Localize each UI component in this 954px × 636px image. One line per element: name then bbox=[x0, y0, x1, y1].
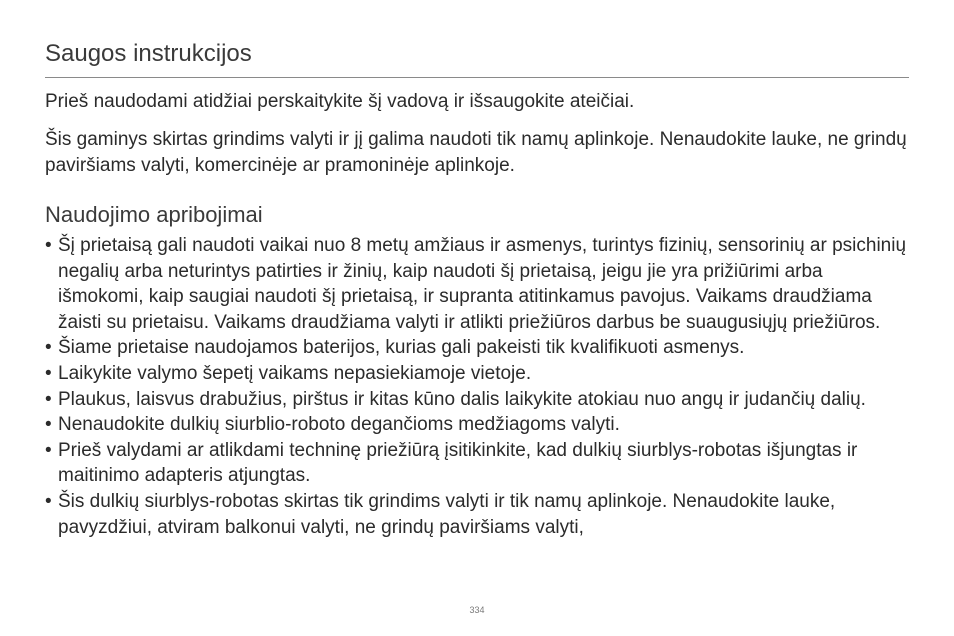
list-item-text: Plaukus, laisvus drabužius, pirštus ir kitas kūno dalis laikykite atokiau nuo angų ir judančių dalių. bbox=[58, 388, 866, 410]
list-item-text: Šis dulkių siurblys-robotas skirtas tik grindims valyti ir tik namų aplinkoje. Nenaudokite lauke, pavyzdžiui, atviram balkonui valyti, ne grindų paviršiams valyti, bbox=[58, 490, 836, 538]
intro-paragraph-2: Šis gaminys skirtas grindims valyti ir jį galima naudoti tik namų aplinkoje. Nenaudokite lauke, ne grindų paviršiams valyti, komercinėje ar pramoninėje aplinkoje. bbox=[45, 129, 907, 176]
list-item bbox=[45, 412, 909, 438]
list-item bbox=[45, 387, 909, 413]
page-number: 334 bbox=[469, 605, 485, 615]
list-item-text: Nenaudokite dulkių siurblio-roboto degančioms medžiagoms valyti. bbox=[58, 414, 620, 436]
list-item bbox=[45, 489, 909, 540]
bullet-icon: • bbox=[45, 362, 52, 384]
list-item-text: Šį prietaisą gali naudoti vaikai nuo 8 metų amžiaus ir asmenys, turintys fizinių, sensorinių ar psichinių negalių arba neturintys patirties ir žinių, kaip naudoti šį prietaisą, jeigu jie yra prižiūrimi arba išmokomi, kaip saugiai naudoti šį prietaisą, ir supranta atitinkamus pavojus. Vaikams draudžiama žaisti su prietaisu. Vaikams draudžiama valyti ir atlikti priežiūros darbus be suaugusiųjų priežiūros. bbox=[58, 235, 907, 333]
bullet-icon: • bbox=[45, 235, 52, 256]
list-item bbox=[45, 361, 909, 387]
list-item-text: Prieš valydami ar atlikdami techninę priežiūrą įsitikinkite, kad dulkių siurblys-robotas išjungtas ir maitinimo adapteris atjungtas. bbox=[58, 439, 858, 487]
bullet-icon: • bbox=[45, 439, 52, 461]
intro-paragraph-1: Prieš naudodami atidžiai perskaitykite šį vadovą ir išsaugokite ateičiai. bbox=[45, 91, 635, 112]
list-item bbox=[45, 438, 909, 489]
title-divider bbox=[45, 77, 909, 78]
list-item-text: Šiame prietaise naudojamos baterijos, kurias gali pakeisti tik kvalifikuoti asmenys. bbox=[58, 337, 745, 359]
restrictions-list bbox=[45, 233, 909, 540]
list-item-text: Laikykite valymo šepetį vaikams nepasiekiamoje vietoje. bbox=[58, 362, 532, 384]
section-title: Saugos instrukcijos bbox=[45, 40, 252, 67]
restrictions-heading: Naudojimo apribojimai bbox=[45, 202, 263, 227]
bullet-icon: • bbox=[45, 414, 52, 436]
bullet-icon: • bbox=[45, 337, 52, 359]
list-item bbox=[45, 233, 909, 335]
bullet-icon: • bbox=[45, 490, 52, 512]
list-item bbox=[45, 335, 909, 361]
bullet-icon: • bbox=[45, 388, 52, 410]
